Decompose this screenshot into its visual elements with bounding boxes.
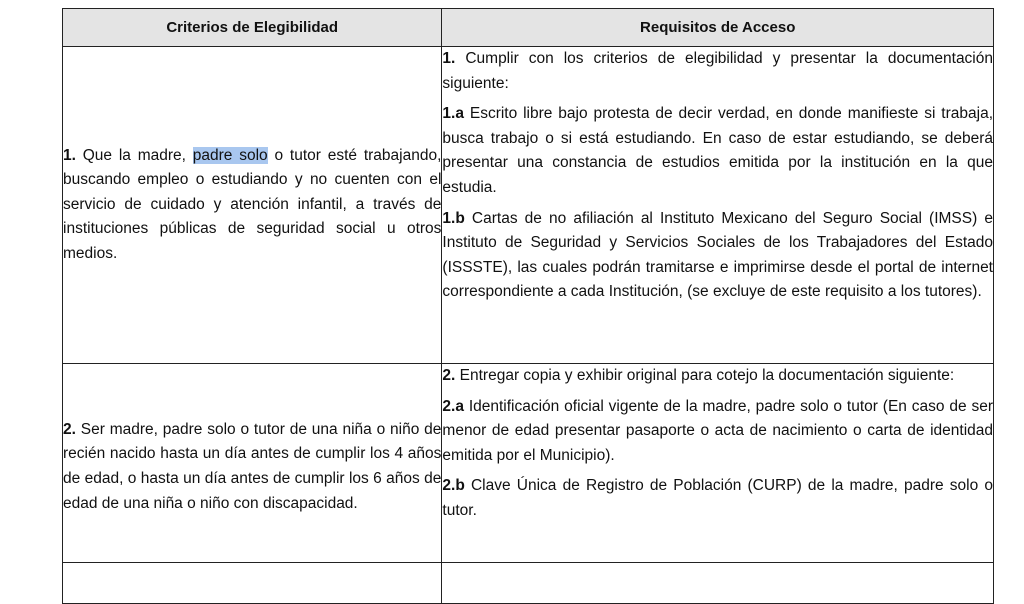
item-number: 2.a bbox=[442, 397, 464, 415]
header-criterios: Criterios de Elegibilidad bbox=[63, 9, 442, 47]
requirement-text: Escrito libre bajo protesta de decir verdad, en donde manifieste si trabaja, busca trabajo o si está estudiando. En caso de estar estudiando, se deberá presentar una constancia de estudios emitida por la institución en la que estudia. bbox=[442, 105, 993, 196]
eligibility-requirements-table bbox=[62, 8, 994, 604]
table-row bbox=[63, 364, 994, 563]
criterion-3-cell bbox=[63, 563, 442, 604]
requirement-paragraph bbox=[442, 474, 993, 523]
criterion-text: Ser madre, padre solo o tutor de una niña o niño de recién nacido hasta un día antes de cumplir los 4 años de edad, o hasta un día antes de cumplir los 6 años de edad de una niña o niño con discapacidad. bbox=[63, 420, 442, 512]
selected-text-highlight[interactable]: padre solo bbox=[192, 146, 268, 164]
requirement-paragraph bbox=[442, 102, 993, 200]
requirement-paragraph bbox=[442, 207, 993, 305]
requirement-text: Cumplir con los criterios de elegibilidad y presentar la documentación siguiente: bbox=[442, 50, 993, 92]
requirement-paragraph bbox=[442, 47, 993, 96]
criterion-2-cell bbox=[63, 364, 442, 563]
requirement-paragraph bbox=[442, 395, 993, 469]
item-number: 2. bbox=[442, 367, 456, 384]
table-header-row bbox=[63, 9, 994, 47]
requirement-text: Clave Única de Registro de Población (CURP) de la madre, padre solo o tutor. bbox=[442, 477, 993, 519]
requirement-text: Entregar copia y exhibir original para cotejo la documentación siguiente: bbox=[455, 367, 955, 384]
table-row bbox=[63, 47, 994, 364]
requirements-1-cell bbox=[442, 47, 994, 364]
item-number: 1. bbox=[442, 50, 456, 67]
criterion-text: o tutor esté trabajando, buscando empleo o estudiando y no cuenten con el servicio de cuidado y atención infantil, a través de instituciones públicas de seguridad social u otros medios. bbox=[63, 146, 442, 262]
requirements-3-cell bbox=[442, 563, 994, 604]
requirement-paragraph bbox=[442, 364, 993, 389]
criterion-1-cell bbox=[63, 47, 442, 364]
table-row-partial bbox=[63, 563, 994, 604]
requirement-text: Cartas de no afiliación al Instituto Mexicano del Seguro Social (IMSS) e Instituto de Seguridad y Servicios Sociales de los Trabajadores del Estado (ISSSTE), las cuales podrán tramitarse e imprimirse desde el portal de internet correspondiente a cada Institución, (se excluye de este requisito a los tutores). bbox=[442, 209, 993, 301]
requirement-text: Identificación oficial vigente de la madre, padre solo o tutor (En caso de ser menor de edad presentar pasaporte o acta de nacimiento o carta de identidad emitida por el Municipio). bbox=[442, 397, 993, 464]
header-requisitos: Requisitos de Acceso bbox=[442, 9, 994, 47]
item-number: 2.b bbox=[442, 477, 465, 495]
item-number: 1.b bbox=[442, 209, 465, 227]
item-number: 2. bbox=[63, 420, 76, 438]
item-number: 1. bbox=[63, 146, 76, 164]
requirements-2-cell bbox=[442, 364, 994, 563]
criterion-text: Que la madre, bbox=[75, 146, 193, 164]
item-number: 1.a bbox=[442, 105, 464, 123]
